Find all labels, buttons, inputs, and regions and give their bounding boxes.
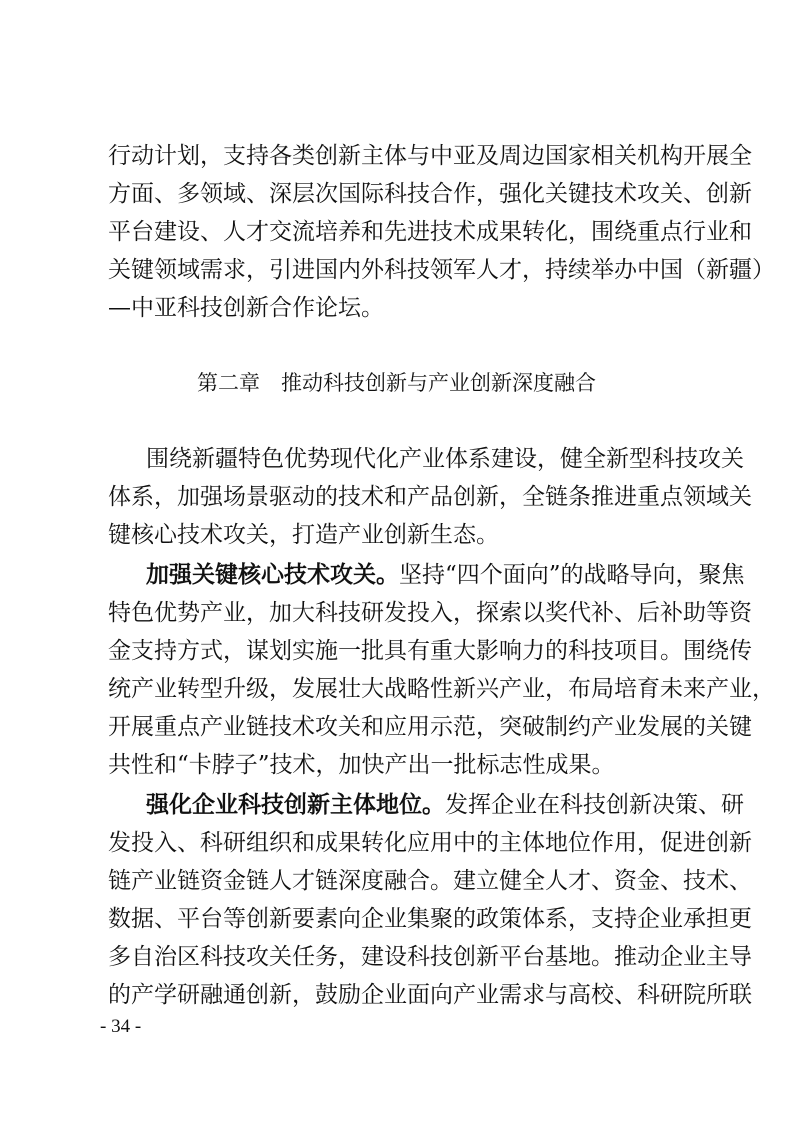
paragraph-3-line-4: 统产业转型升级，发展壮大战略性新兴产业，布局培育未来产业，	[108, 676, 775, 702]
paragraph-3-line-5: 开展重点产业链技术攻关和应用示范，突破制约产业发展的关键	[108, 714, 752, 740]
paragraph-4-line-4: 数据、平台等创新要素向企业集聚的政策体系，支持企业承担更	[108, 906, 752, 932]
paragraph-1-line-2: 方面、多领域、深层次国际科技合作，强化关键技术攻关、创新	[108, 181, 752, 207]
paragraph-3-line-6: 共性和“卡脖子”技术，加快产出一批标志性成果。	[108, 752, 615, 778]
paragraph-3-line-1	[146, 556, 745, 594]
paragraph-2-line-1: 围绕新疆特色优势现代化产业体系建设，健全新型科技攻关	[146, 446, 744, 472]
paragraph-3-first-line-text: 坚持“四个面向”的战略导向，聚焦	[399, 562, 745, 588]
paragraph-1-line-4: 关键领域需求，引进国内外科技领军人才，持续举办中国（新疆）	[108, 257, 775, 283]
paragraph-4-heading: 强化企业科技创新主体地位。	[146, 791, 445, 818]
paragraph-2-line-3: 键核心技术攻关，打造产业创新生态。	[108, 522, 499, 548]
paragraph-2-line-2: 体系，加强场景驱动的技术和产品创新，全链条推进重点领域关	[108, 484, 752, 510]
chapter-heading: 第二章 推动科技创新与产业创新深度融合	[197, 371, 596, 395]
page-number: - 34 -	[100, 1016, 142, 1037]
paragraph-4-line-1	[146, 786, 744, 824]
paragraph-1-line-1: 行动计划，支持各类创新主体与中亚及周边国家相关机构开展全	[108, 143, 752, 169]
paragraph-3-line-2: 特色优势产业，加大科技研发投入，探索以奖代补、后补助等资	[108, 600, 752, 626]
paragraph-4-line-5: 多自治区科技攻关任务，建设科技创新平台基地。推动企业主导	[108, 944, 752, 970]
paragraph-4-line-6: 的产学研融通创新，鼓励企业面向产业需求与高校、科研院所联	[108, 982, 752, 1008]
paragraph-1-line-5: —中亚科技创新合作论坛。	[108, 295, 384, 321]
paragraph-3-heading: 加强关键核心技术攻关。	[146, 561, 399, 588]
paragraph-4-first-line-text: 发挥企业在科技创新决策、研	[445, 792, 744, 818]
paragraph-1-line-3: 平台建设、人才交流培养和先进技术成果转化，围绕重点行业和	[108, 219, 752, 245]
paragraph-4-line-2: 发投入、科研组织和成果转化应用中的主体地位作用，促进创新	[108, 830, 752, 856]
paragraph-4-line-3: 链产业链资金链人才链深度融合。建立健全人才、资金、技术、	[108, 868, 752, 894]
paragraph-3-line-3: 金支持方式，谋划实施一批具有重大影响力的科技项目。围绕传	[108, 638, 752, 664]
